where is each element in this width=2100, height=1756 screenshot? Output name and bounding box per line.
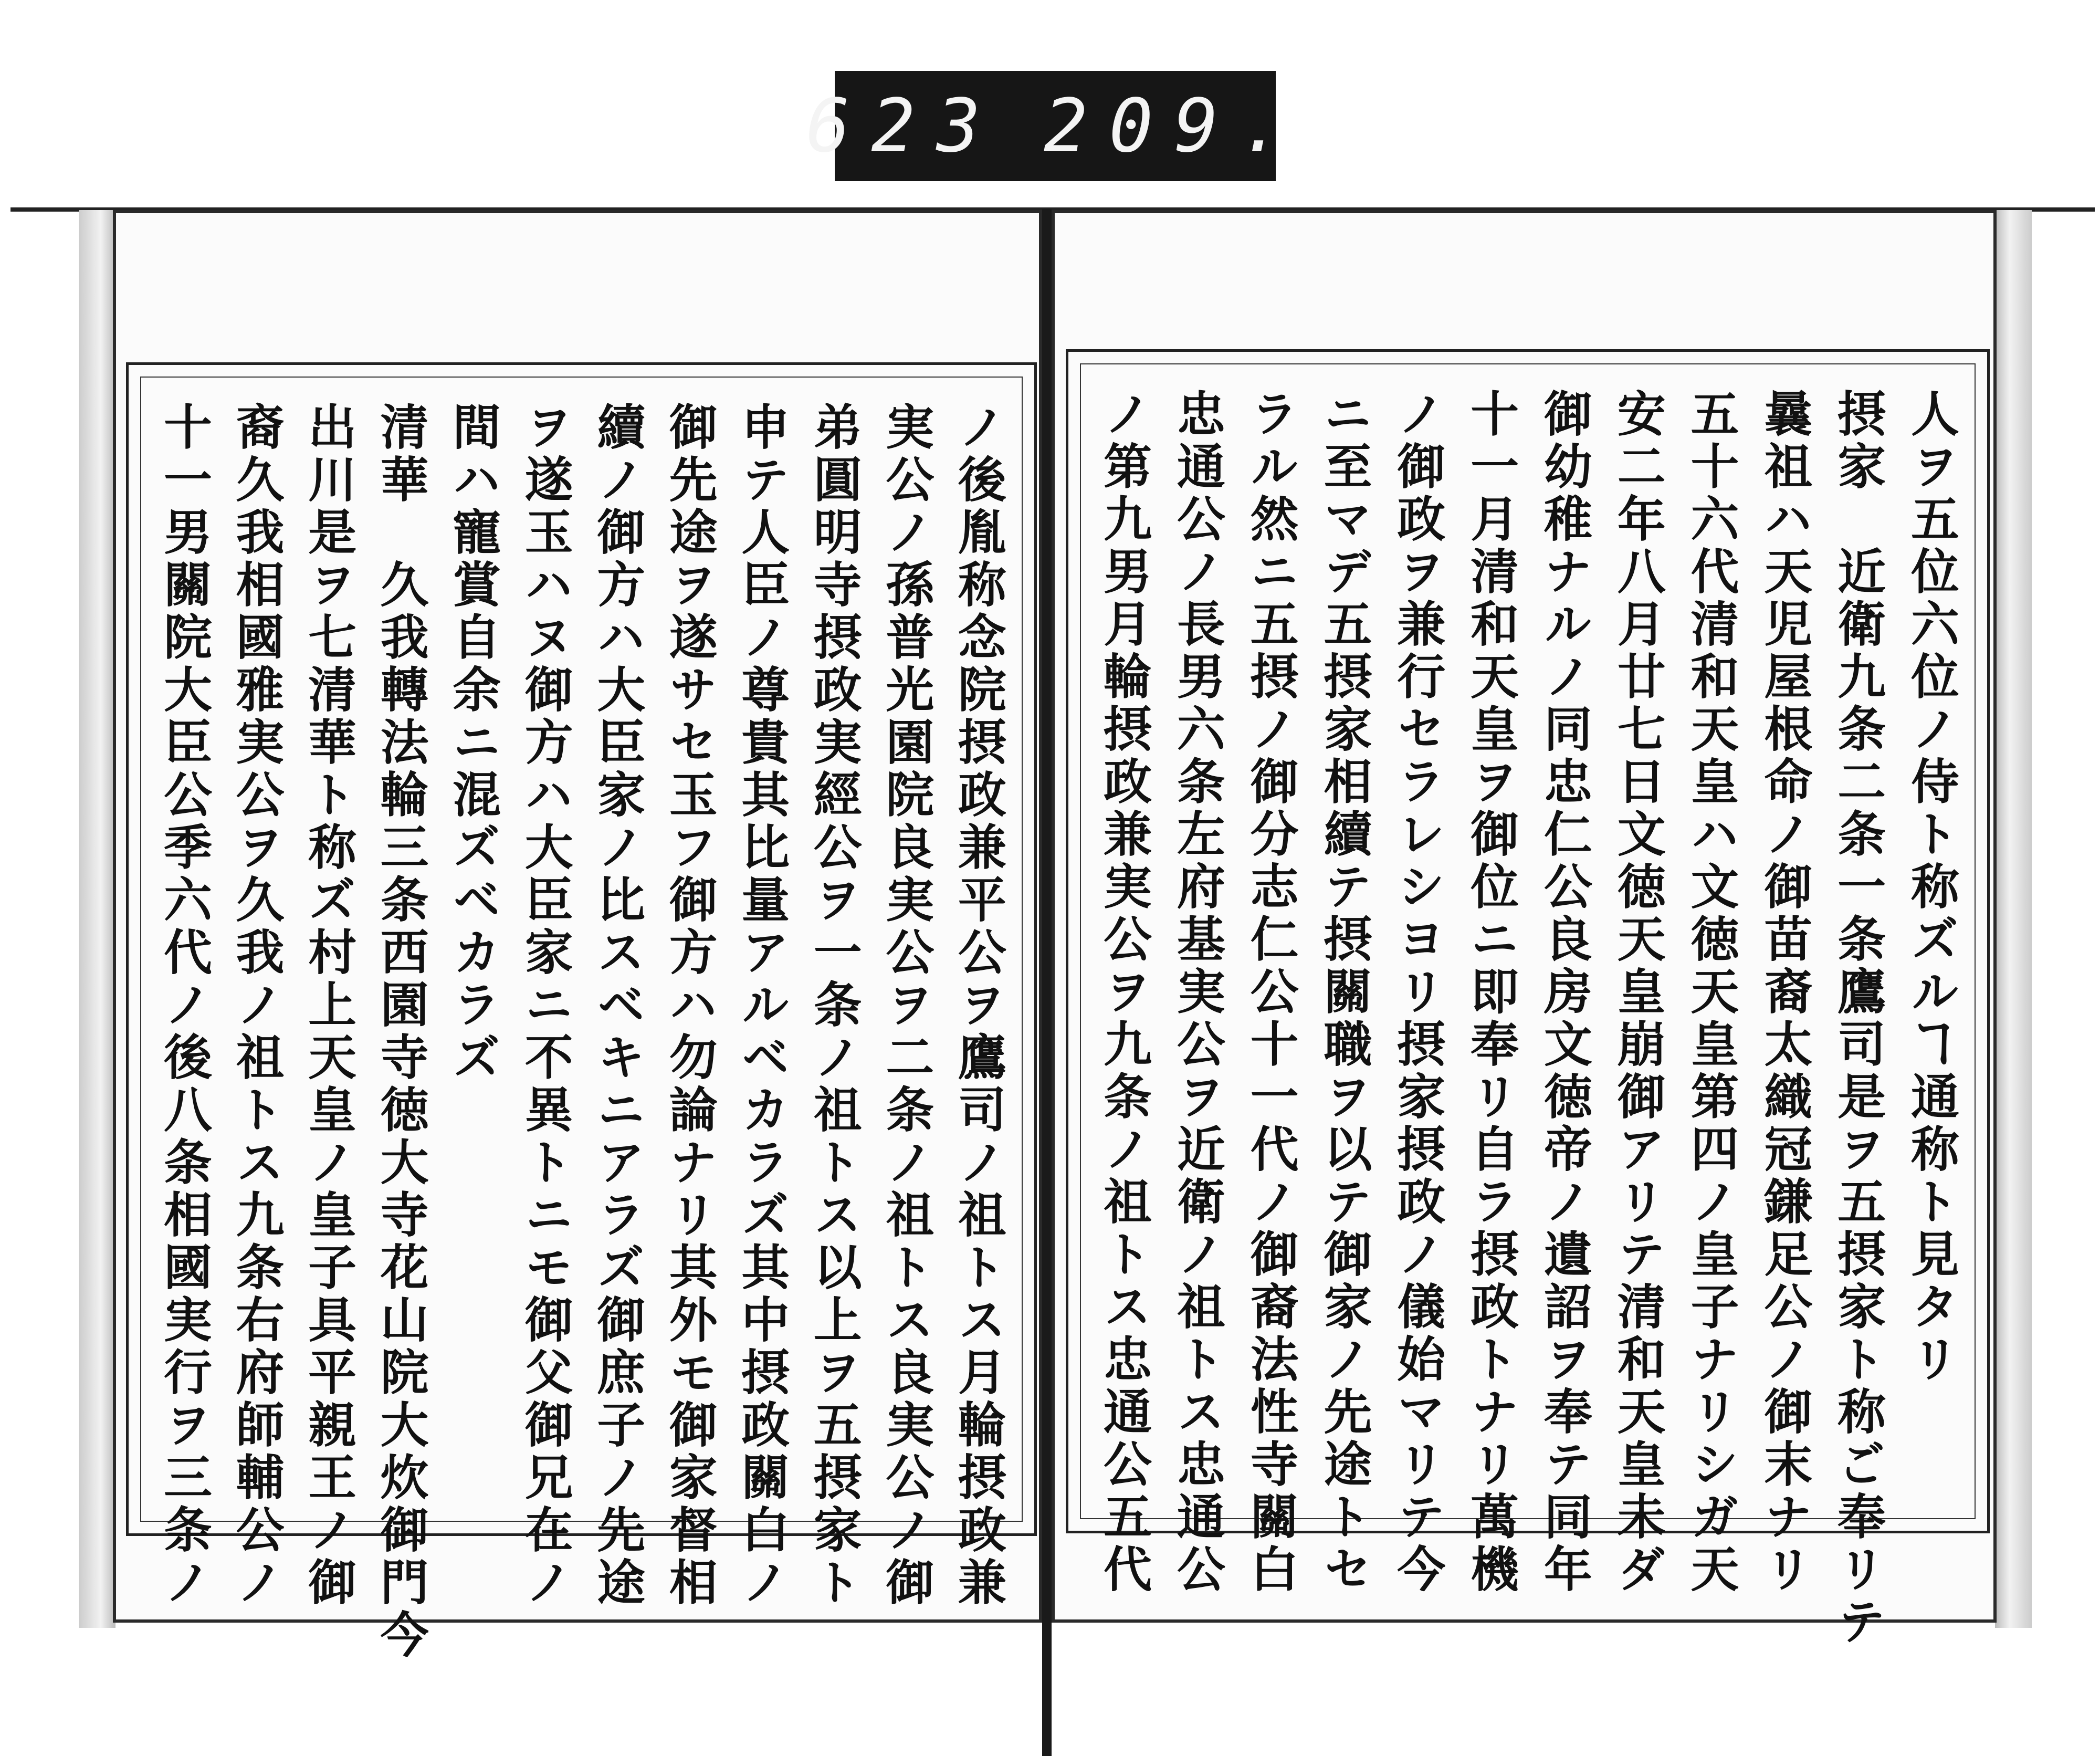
text-line: 間ハ寵賞自余ニ混ズベカラズ <box>445 402 502 1084</box>
text-line: 清華 久我轉法輪三条西園寺徳大寺花山院大炊御門今 <box>372 402 429 1662</box>
text-line: 曩祖ハ天児屋根命ノ御苗裔太織冠鎌足公ノ御末ナリ <box>1756 389 1813 1596</box>
text-line: 裔久我相國雅実公ヲ久我ノ祖トス九条右府師輔公ノ <box>228 402 285 1609</box>
text-line: 摂家 近衛九条二条一条鷹司是ヲ五摂家ト称ご奉リテ <box>1830 389 1887 1649</box>
text-line: 御先途ヲ遂サセ玉フ御方ハ勿論ナリ其外モ御家督相 <box>661 402 718 1609</box>
book-cover-right-edge <box>1995 210 2032 1628</box>
text-line: 人ヲ五位六位ノ侍ト称ズルヿ通称ト見タリ <box>1903 389 1960 1386</box>
text-line: 御幼稚ナルノ同忠仁公良房文徳帝ノ遺詔ヲ奉テ同年 <box>1536 389 1593 1596</box>
text-line: ラル然ニ五摂ノ御分志仁公十一代ノ御裔法性寺關白 <box>1242 389 1299 1596</box>
text-line: 申テ人臣ノ尊貴其比量アルベカラズ其中摂政關白ノ <box>733 402 791 1609</box>
left-page-frame <box>126 362 1037 1662</box>
right-page-frame <box>1066 349 1990 1649</box>
text-line: ノ後胤称念院摂政兼平公ヲ鷹司ノ祖トス月輪摂政兼 <box>950 402 1007 1609</box>
text-line: 安二年八月廿七日文徳天皇崩御アリテ清和天皇未ダ <box>1609 389 1666 1596</box>
left-page-text <box>156 402 1007 1662</box>
catalog-number-right: 209. <box>1043 83 1305 169</box>
text-line: 忠通公ノ長男六条左府基実公ヲ近衛ノ祖トス忠通公 <box>1169 389 1226 1596</box>
text-line: 実公ノ孫普光園院良実公ヲ二条ノ祖トス良実公ノ御 <box>878 402 935 1609</box>
book-cover-left-edge <box>79 210 116 1628</box>
text-line: ヲ遂玉ハヌ御方ハ大臣家ニ不異トニモ御父御兄在ノ <box>517 402 574 1609</box>
right-page-text <box>1096 389 1960 1649</box>
text-line: ノ御政ヲ兼行セラレシヨリ摂家摂政ノ儀始マリテ今 <box>1389 389 1446 1596</box>
text-line: 五十六代清和天皇ハ文徳天皇第四ノ皇子ナリシガ天 <box>1683 389 1740 1596</box>
text-line: 弟圓明寺摂政実經公ヲ一条ノ祖トス以上ヲ五摂家ト <box>805 402 863 1609</box>
text-line: ニ至マデ五摂家相續テ摂關職ヲ以テ御家ノ先途トセ <box>1316 389 1373 1596</box>
text-line: 十一月清和天皇ヲ御位ニ即奉リ自ラ摂政トナリ萬機 <box>1463 389 1520 1596</box>
text-line: 十一男關院大臣公季六代ノ後八条相國実行ヲ三条ノ <box>156 402 213 1609</box>
text-line: 出川是ヲ七清華ト称ズ村上天皇ノ皇子具平親王ノ御 <box>300 402 358 1609</box>
text-line: 續ノ御方ハ大臣家ノ比スベキニアラズ御庶子ノ先途 <box>589 402 646 1609</box>
catalog-number-left: 623 <box>805 83 1002 169</box>
text-line: ノ第九男月輪摂政兼実公ヲ九条ノ祖トス忠通公五代 <box>1096 389 1152 1596</box>
catalog-label <box>805 71 1305 181</box>
book-spine <box>1042 209 1052 1756</box>
